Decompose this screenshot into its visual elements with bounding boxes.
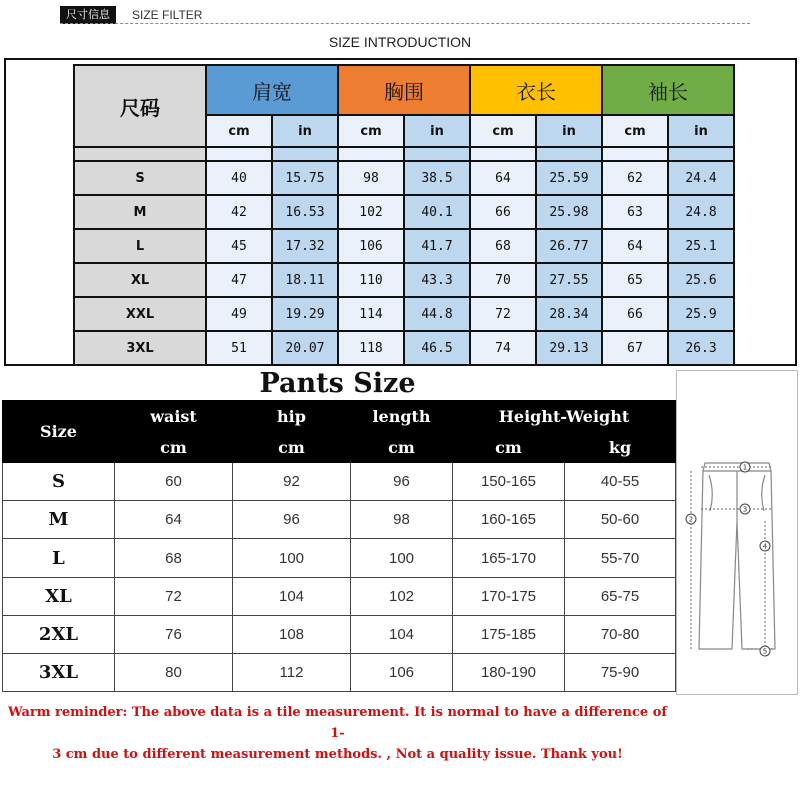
reminder-line-1: Warm reminder: The above data is a tile measurement. It is normal to have a difference of 1- <box>8 705 667 741</box>
table-cell: 100 <box>351 539 453 577</box>
table-cell: 100 <box>233 539 351 577</box>
table-cell: 18.11 <box>272 263 338 297</box>
table-cell: 26.3 <box>668 331 734 365</box>
svg-text:5: 5 <box>762 647 768 656</box>
unit-header: cm <box>206 115 272 147</box>
size-column-header: 尺码 <box>74 65 206 147</box>
table-cell: 102 <box>351 577 453 615</box>
size-label: 3XL <box>74 331 206 365</box>
pants-size-title: Pants Size <box>259 368 416 399</box>
table-cell: 65-75 <box>565 577 676 615</box>
table-cell: 42 <box>206 195 272 229</box>
length-header: length <box>351 401 453 433</box>
table-cell: 28.34 <box>536 297 602 331</box>
table-cell: 112 <box>233 653 351 691</box>
unit-header: cm <box>602 115 668 147</box>
reminder-line-2: 3 cm due to different measurement methods. , Not a quality issue. Thank you! <box>52 747 623 762</box>
table-cell: 40.1 <box>404 195 470 229</box>
top-size-rows <box>74 161 734 365</box>
table-cell: 24.8 <box>668 195 734 229</box>
unit-header: in <box>272 115 338 147</box>
size-label: S <box>3 463 115 501</box>
svg-text:3: 3 <box>742 505 748 514</box>
table-cell: 92 <box>233 463 351 501</box>
table-cell: 70 <box>470 263 536 297</box>
unit-header: kg <box>565 433 676 463</box>
size-label: M <box>3 501 115 539</box>
size-label: XXL <box>74 297 206 331</box>
table-cell: 160-165 <box>453 501 565 539</box>
table-cell: 24.4 <box>668 161 734 195</box>
unit-header: in <box>536 115 602 147</box>
table-cell: 25.98 <box>536 195 602 229</box>
unit-header: in <box>404 115 470 147</box>
table-cell: 16.53 <box>272 195 338 229</box>
table-cell: 64 <box>602 229 668 263</box>
table-cell: 63 <box>602 195 668 229</box>
table-cell: 114 <box>338 297 404 331</box>
table-row <box>74 229 734 263</box>
table-cell: 51 <box>206 331 272 365</box>
measure-marker-icon <box>686 514 696 524</box>
table-cell: 180-190 <box>453 653 565 691</box>
table-cell: 102 <box>338 195 404 229</box>
pants-outline-icon <box>677 371 797 694</box>
table-cell: 98 <box>351 501 453 539</box>
table-cell: 67 <box>602 331 668 365</box>
size-label: L <box>74 229 206 263</box>
table-cell: 26.77 <box>536 229 602 263</box>
table-cell: 74 <box>470 331 536 365</box>
header-divider <box>60 23 750 24</box>
size-label: L <box>3 539 115 577</box>
table-row <box>3 653 676 691</box>
table-cell: 104 <box>351 615 453 653</box>
measure-marker-icon <box>760 646 770 656</box>
table-cell: 80 <box>115 653 233 691</box>
pants-measurement-diagram <box>676 370 798 695</box>
table-cell: 70-80 <box>565 615 676 653</box>
hip-header: hip <box>233 401 351 433</box>
table-cell: 47 <box>206 263 272 297</box>
table-row <box>3 463 676 501</box>
size-introduction-title: SIZE INTRODUCTION <box>328 34 472 50</box>
table-cell: 96 <box>351 463 453 501</box>
size-label: XL <box>74 263 206 297</box>
size-info-tag: 尺寸信息 <box>60 6 116 24</box>
measure-marker-icon <box>740 462 750 472</box>
table-cell: 108 <box>233 615 351 653</box>
size-label: 2XL <box>3 615 115 653</box>
table-cell: 98 <box>338 161 404 195</box>
table-row <box>3 501 676 539</box>
table-cell: 66 <box>470 195 536 229</box>
chest-header: 胸围 <box>338 65 470 115</box>
table-cell: 25.6 <box>668 263 734 297</box>
table-cell: 106 <box>338 229 404 263</box>
table-cell: 44.8 <box>404 297 470 331</box>
table-cell: 62 <box>602 161 668 195</box>
unit-header: cm <box>115 433 233 463</box>
table-cell: 40 <box>206 161 272 195</box>
table-cell: 165-170 <box>453 539 565 577</box>
table-row <box>74 161 734 195</box>
table-cell: 15.75 <box>272 161 338 195</box>
table-cell: 40-55 <box>565 463 676 501</box>
size-label: 3XL <box>3 653 115 691</box>
shoulder-header: 肩宽 <box>206 65 338 115</box>
table-cell: 170-175 <box>453 577 565 615</box>
height-weight-header: Height-Weight <box>453 401 676 433</box>
table-cell: 49 <box>206 297 272 331</box>
table-cell: 64 <box>470 161 536 195</box>
table-cell: 96 <box>233 501 351 539</box>
table-cell: 29.13 <box>536 331 602 365</box>
table-cell: 20.07 <box>272 331 338 365</box>
table-cell: 25.9 <box>668 297 734 331</box>
unit-header: cm <box>470 115 536 147</box>
table-cell: 72 <box>470 297 536 331</box>
unit-header: cm <box>453 433 565 463</box>
length-header: 衣长 <box>470 65 602 115</box>
svg-text:4: 4 <box>762 542 768 551</box>
size-filter-header <box>60 6 750 24</box>
table-cell: 64 <box>115 501 233 539</box>
table-cell: 72 <box>115 577 233 615</box>
table-cell: 45 <box>206 229 272 263</box>
unit-header: cm <box>233 433 351 463</box>
spacer-row <box>74 147 734 161</box>
unit-header: cm <box>351 433 453 463</box>
table-cell: 66 <box>602 297 668 331</box>
pants-size-table <box>2 400 676 692</box>
top-size-chart <box>4 58 797 366</box>
table-cell: 110 <box>338 263 404 297</box>
table-cell: 41.7 <box>404 229 470 263</box>
size-filter-label: SIZE FILTER <box>132 8 203 22</box>
table-cell: 25.59 <box>536 161 602 195</box>
table-row <box>3 615 676 653</box>
table-row <box>74 195 734 229</box>
table-cell: 65 <box>602 263 668 297</box>
table-row <box>74 331 734 365</box>
table-cell: 38.5 <box>404 161 470 195</box>
table-cell: 76 <box>115 615 233 653</box>
table-row <box>74 297 734 331</box>
size-label: XL <box>3 577 115 615</box>
table-row <box>3 539 676 577</box>
table-cell: 46.5 <box>404 331 470 365</box>
table-cell: 19.29 <box>272 297 338 331</box>
size-label: S <box>74 161 206 195</box>
pants-size-header: Size <box>3 401 115 463</box>
table-cell: 75-90 <box>565 653 676 691</box>
table-cell: 50-60 <box>565 501 676 539</box>
svg-text:1: 1 <box>742 463 748 472</box>
sleeve-header: 袖长 <box>602 65 734 115</box>
unit-header: in <box>668 115 734 147</box>
table-cell: 118 <box>338 331 404 365</box>
size-label: M <box>74 195 206 229</box>
svg-text:2: 2 <box>688 515 694 524</box>
table-cell: 150-165 <box>453 463 565 501</box>
table-cell: 43.3 <box>404 263 470 297</box>
measure-marker-icon <box>740 504 750 514</box>
pants-size-rows <box>3 463 676 692</box>
table-cell: 55-70 <box>565 539 676 577</box>
top-size-table <box>73 64 735 366</box>
table-cell: 106 <box>351 653 453 691</box>
table-cell: 175-185 <box>453 615 565 653</box>
warm-reminder <box>0 702 675 765</box>
table-row <box>3 577 676 615</box>
table-cell: 60 <box>115 463 233 501</box>
table-row <box>74 263 734 297</box>
table-cell: 17.32 <box>272 229 338 263</box>
unit-header: cm <box>338 115 404 147</box>
measure-marker-icon <box>760 541 770 551</box>
table-cell: 25.1 <box>668 229 734 263</box>
waist-header: waist <box>115 401 233 433</box>
table-cell: 27.55 <box>536 263 602 297</box>
table-cell: 104 <box>233 577 351 615</box>
table-cell: 68 <box>470 229 536 263</box>
table-cell: 68 <box>115 539 233 577</box>
